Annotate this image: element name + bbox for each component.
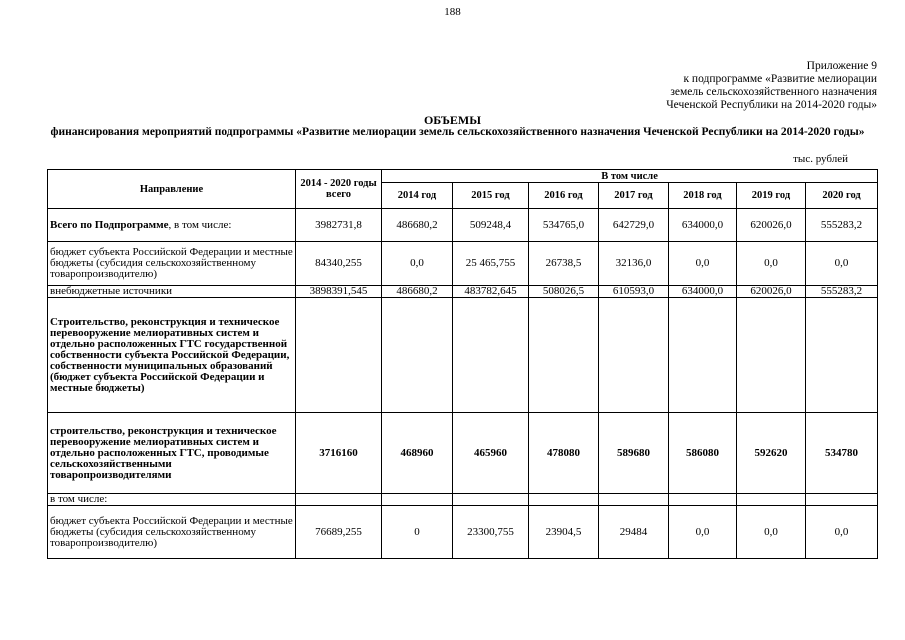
row-year-value: 0,0 — [382, 242, 453, 286]
row-year-value: 555283,2 — [806, 286, 878, 298]
table-row — [48, 494, 878, 506]
row-year-value: 586080 — [669, 413, 737, 494]
row-label — [48, 242, 296, 286]
row-year-value: 534780 — [806, 413, 878, 494]
row-label-text: внебюджетные источники — [50, 285, 173, 297]
appendix-note — [666, 60, 877, 112]
row-year-value — [529, 298, 599, 413]
table-row — [48, 413, 878, 494]
table-row — [48, 286, 878, 298]
row-year-value: 620026,0 — [737, 209, 806, 242]
document-title: ОБЪЕМЫ — [423, 113, 482, 127]
row-label-bold: Всего по Подпрограмме — [50, 218, 169, 231]
row-year-value — [382, 298, 453, 413]
appendix-line: земель сельскохозяйственного назначения — [670, 86, 877, 98]
row-year-value: 465960 — [453, 413, 529, 494]
row-label — [48, 413, 296, 494]
row-total: 84340,255 — [296, 242, 382, 286]
units-label: тыс. рублей — [793, 153, 848, 165]
row-year-value: 23904,5 — [529, 506, 599, 559]
row-label — [48, 298, 296, 413]
row-total — [296, 494, 382, 506]
header-direction: Направление — [48, 170, 296, 209]
table-row — [48, 209, 878, 242]
table-row — [48, 298, 878, 413]
financing-table — [47, 169, 878, 559]
table-row — [48, 506, 878, 559]
header-year: 2018 год — [669, 183, 737, 209]
table-row — [48, 242, 878, 286]
row-year-value: 483782,645 — [453, 286, 529, 298]
row-year-value: 0,0 — [806, 242, 878, 286]
row-year-value: 589680 — [599, 413, 669, 494]
row-label-text: в том числе: — [50, 493, 108, 505]
row-label-text: , в том числе: — [168, 218, 232, 231]
row-year-value: 555283,2 — [806, 209, 878, 242]
row-year-value: 478080 — [529, 413, 599, 494]
row-year-value: 634000,0 — [669, 286, 737, 298]
row-year-value: 32136,0 — [599, 242, 669, 286]
row-year-value: 0,0 — [806, 506, 878, 559]
row-year-value: 23300,755 — [453, 506, 529, 559]
row-year-value — [669, 494, 737, 506]
row-year-value: 0,0 — [737, 506, 806, 559]
appendix-line: Приложение 9 — [806, 60, 877, 72]
row-year-value: 634000,0 — [669, 209, 737, 242]
row-year-value — [806, 494, 878, 506]
row-year-value — [529, 494, 599, 506]
row-year-value: 26738,5 — [529, 242, 599, 286]
row-year-value: 468960 — [382, 413, 453, 494]
row-label-bold: Строительство, реконструкция и техническое перевооружение мелиоративных систем и отдельно расположенных ГТС государственной собственности субъекта Российской Федерации, собственности муниципальных образований (бюджет субъекта Российской Федерации и местные бюджеты) — [50, 315, 290, 394]
row-year-value: 0,0 — [669, 506, 737, 559]
row-label-bold: строительство, реконструкция и техническое перевооружение мелиоративных систем и отдельно расположенных ГТС, проводимые сельскохозяйственными товаропроизводителями — [50, 424, 277, 481]
appendix-line: к подпрограмме «Развитие мелиорации — [683, 73, 877, 85]
row-label — [48, 506, 296, 559]
row-year-value: 0,0 — [737, 242, 806, 286]
row-year-value — [453, 494, 529, 506]
row-label-text: бюджет субъекта Российской Федерации и местные бюджеты (субсидия сельскохозяйственному товаропроизводителю) — [50, 514, 293, 549]
row-label — [48, 494, 296, 506]
row-year-value: 0 — [382, 506, 453, 559]
row-year-value: 534765,0 — [529, 209, 599, 242]
row-year-value — [737, 494, 806, 506]
row-label-text: бюджет субъекта Российской Федерации и местные бюджеты (субсидия сельскохозяйственному товаропроизводителю) — [50, 246, 293, 280]
header-year: 2016 год — [529, 183, 599, 209]
row-year-value — [599, 494, 669, 506]
row-year-value: 29484 — [599, 506, 669, 559]
row-year-value: 486680,2 — [382, 209, 453, 242]
header-year: 2017 год — [599, 183, 669, 209]
document-subtitle: финансирования мероприятий подпрограммы «Развитие мелиорации земель сельскохозяйственного назначения Чеченской Республики на 2014-2020 годы» — [50, 126, 865, 138]
page-number: 188 — [444, 6, 461, 18]
row-year-value: 642729,0 — [599, 209, 669, 242]
header-year: 2020 год — [806, 183, 878, 209]
row-total: 3982731,8 — [296, 209, 382, 242]
row-year-value — [382, 494, 453, 506]
row-total: 76689,255 — [296, 506, 382, 559]
row-year-value — [599, 298, 669, 413]
row-year-value — [669, 298, 737, 413]
row-year-value: 25 465,755 — [453, 242, 529, 286]
header-year: 2015 год — [453, 183, 529, 209]
row-year-value: 592620 — [737, 413, 806, 494]
row-total: 3716160 — [296, 413, 382, 494]
header-year: 2019 год — [737, 183, 806, 209]
header-including: В том числе — [382, 170, 878, 183]
row-year-value: 508026,5 — [529, 286, 599, 298]
row-year-value — [806, 298, 878, 413]
header-year: 2014 год — [382, 183, 453, 209]
row-year-value: 620026,0 — [737, 286, 806, 298]
row-total — [296, 298, 382, 413]
row-year-value: 509248,4 — [453, 209, 529, 242]
appendix-line: Чеченской Республики на 2014-2020 годы» — [666, 99, 877, 111]
row-year-value: 0,0 — [669, 242, 737, 286]
row-label — [48, 209, 296, 242]
row-year-value — [737, 298, 806, 413]
header-total: 2014 - 2020 годы всего — [296, 170, 382, 209]
row-label — [48, 286, 296, 298]
row-year-value: 610593,0 — [599, 286, 669, 298]
row-year-value: 486680,2 — [382, 286, 453, 298]
row-year-value — [453, 298, 529, 413]
row-total: 3898391,545 — [296, 286, 382, 298]
